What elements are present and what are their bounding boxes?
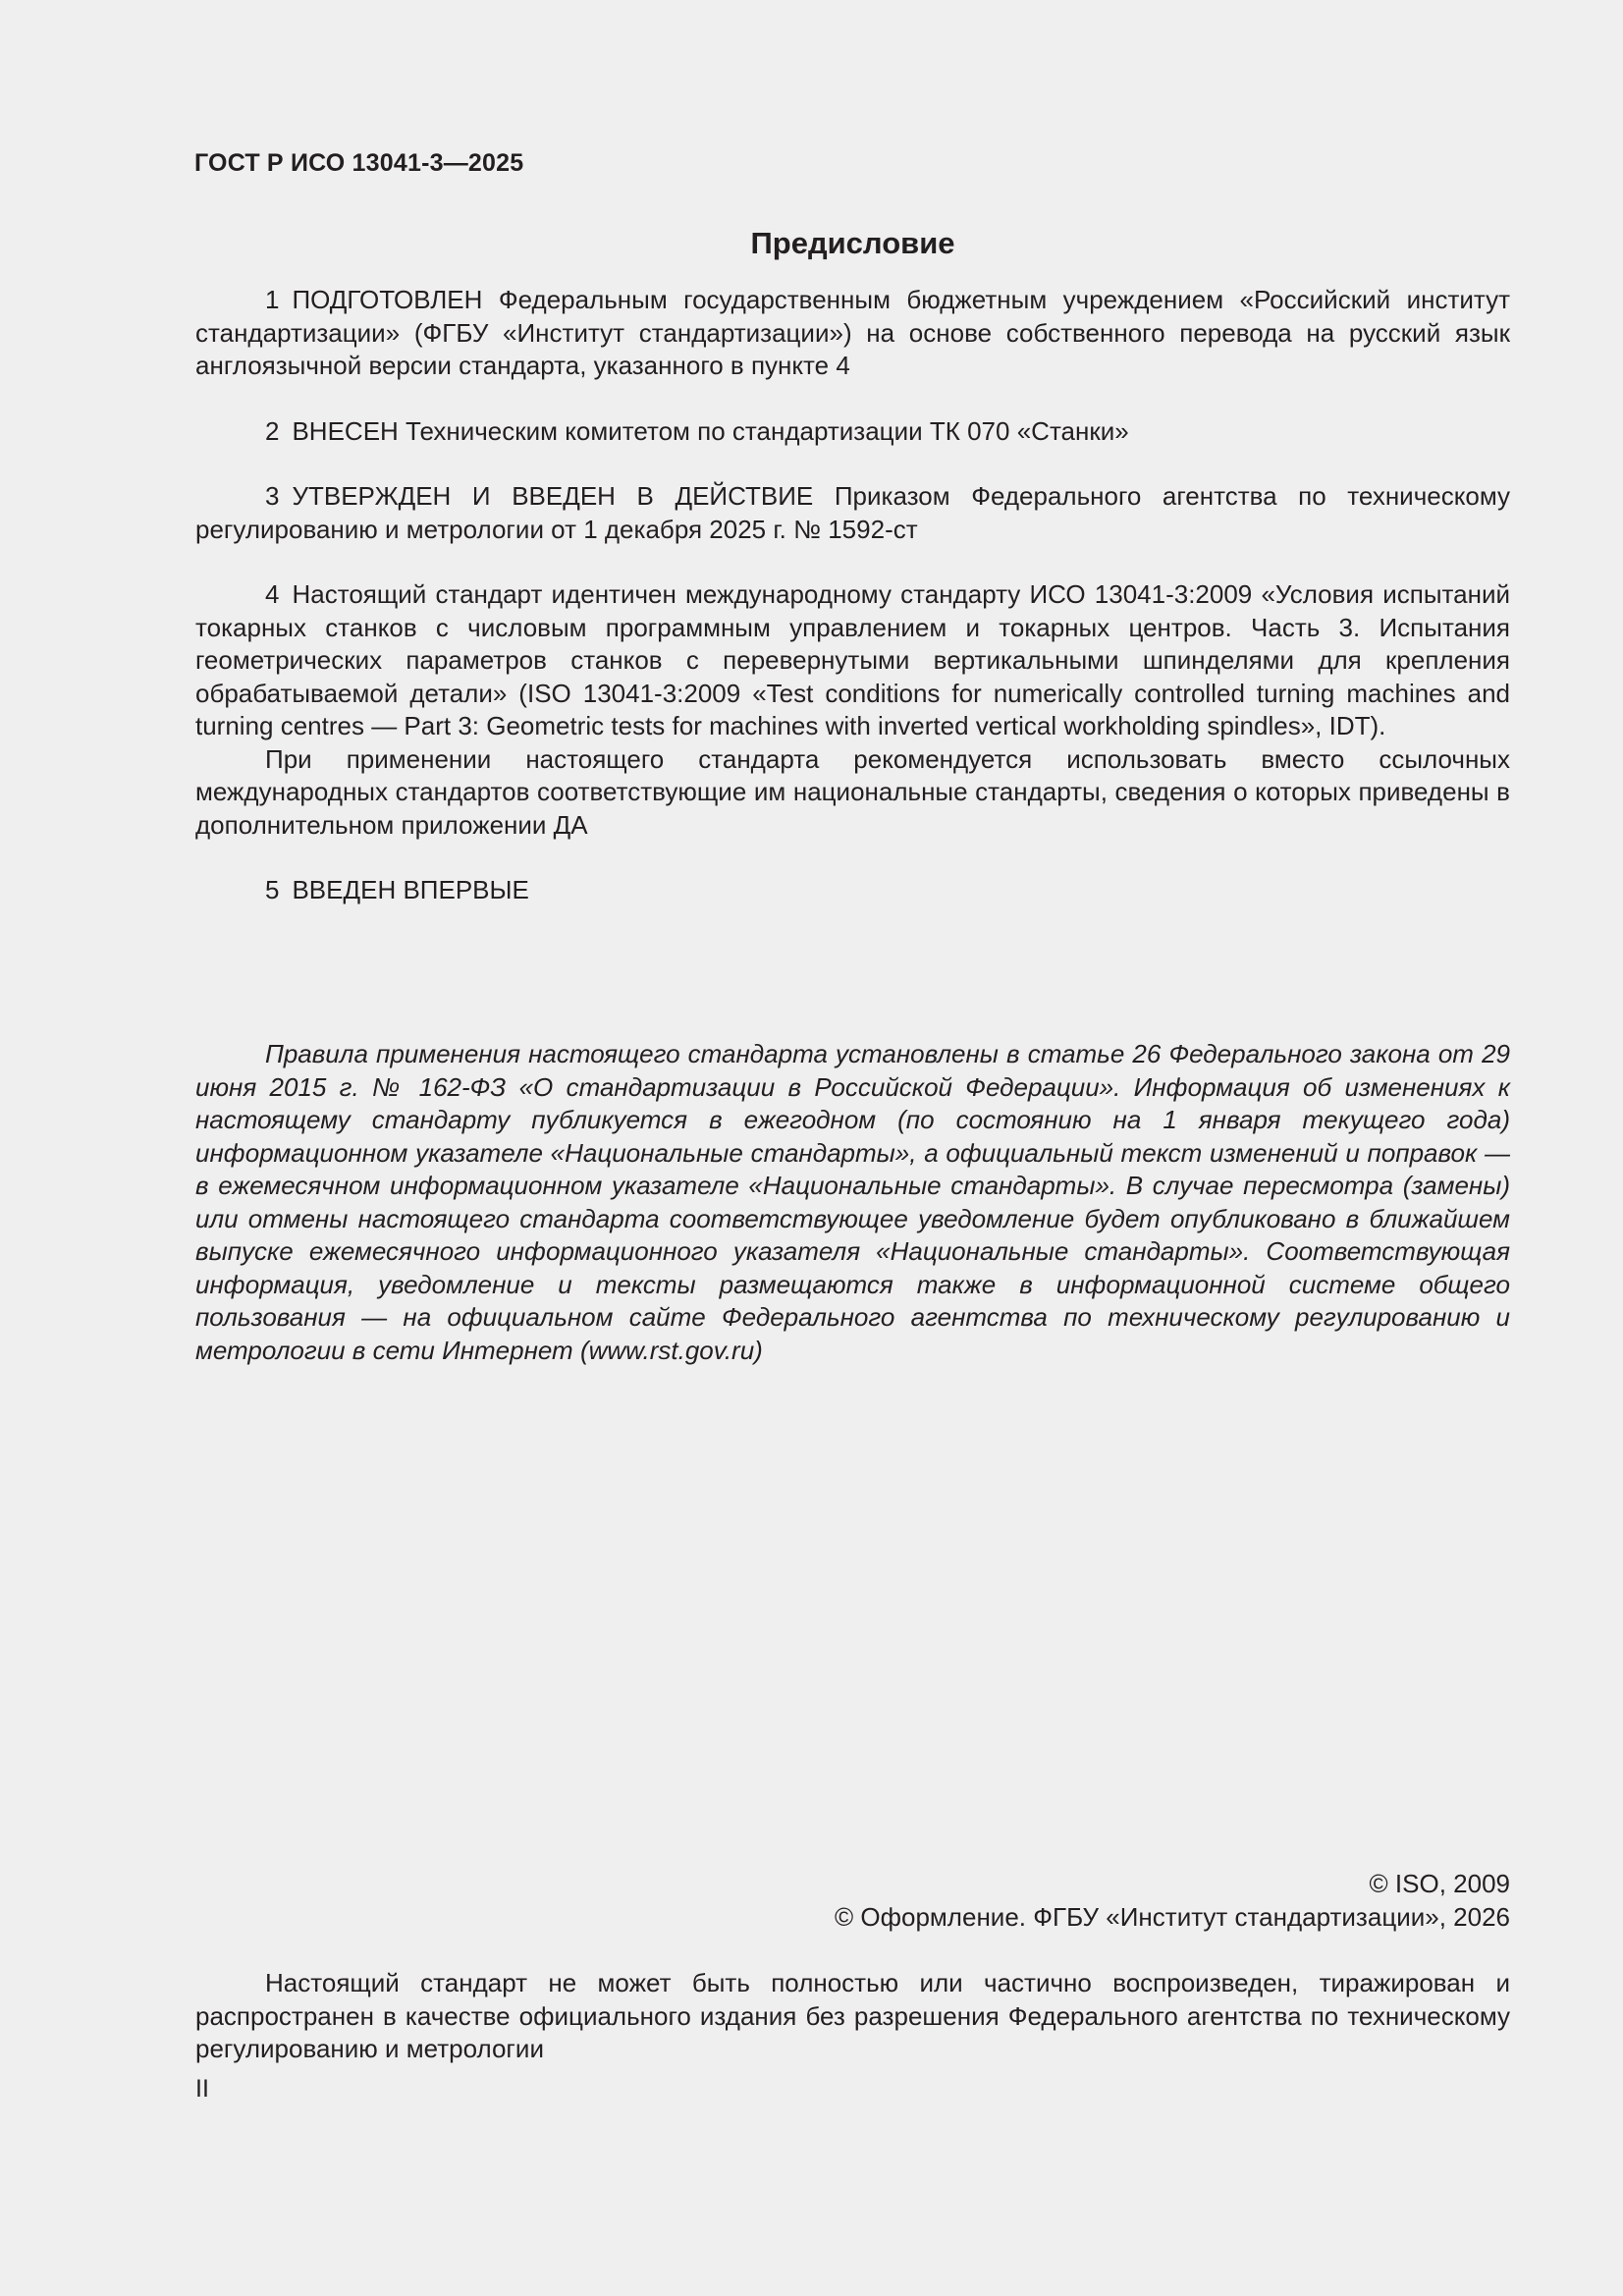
item-number: 1 xyxy=(265,285,280,314)
foreword-item-2 xyxy=(195,415,1510,449)
item-text: УТВЕРЖДЕН И ВВЕДЕН В ДЕЙСТВИЕ Приказом Федерального агентства по техническому регулированию и метрологии от 1 декабря 2025 г. № 1592-ст xyxy=(195,481,1510,544)
foreword-item-4-continuation: При применении настоящего стандарта рекомендуется использовать вместо ссылочных международных стандартов соответствующие им национальные стандарты, сведения о которых приведены в дополнительном приложении ДА xyxy=(195,743,1510,840)
item-number: 2 xyxy=(265,415,280,446)
iso-copyright: © ISO, 2009 xyxy=(1369,1869,1510,1898)
item-text: ПОДГОТОВЛЕН Федеральным государственным бюджетным учреждением «Российский институт стандартизации» (ФГБУ «Институт стандартизации») на основе собственного перевода на русский язык англоязычной версии стандарта, указанного в пункте 4 xyxy=(195,285,1510,380)
foreword-title: Предисловие xyxy=(750,226,955,260)
foreword-section xyxy=(195,220,1510,907)
reproduction-notice: Настоящий стандарт не может быть полностью или частично воспроизведен, тиражирован и распространен в качестве официального издания без разрешения Федерального агентства по техническому регулированию и метрологии xyxy=(195,1968,1510,2063)
page-number: II xyxy=(195,2075,209,2103)
item-number: 5 xyxy=(265,875,280,904)
item-text: Настоящий стандарт идентичен международному стандарту ИСО 13041-3:2009 «Условия испытаний токарных станков с числовым программным управлением и токарных центров. Часть 3. Испытания геометрических параметров станков с перевернутыми вертикальными шпинделями для крепления обрабатываемой детали» (ISO 13041-3:2009 «Test conditions for numerically controlled turning machines and turning centres — Part 3: Geometric tests for machines with inverted vertical workholding spindles», IDT). xyxy=(195,579,1510,740)
application-rules-note: Правила применения настоящего стандарта установлены в статье 26 Федерального закона от 29 июня 2015 г. № 162-ФЗ «О стандартизации в Российской Федерации». Информация об изменениях к настоящему стандарту публикуется в ежегодном (по состоянию на 1 января текущего года) информационном указателе «Национальные стандарты», а официальный текст изменений и поправок — в ежемесячном информационном указателе «Национальные стандарты». В случае пересмотра (замены) или отмены настоящего стандарта соответствующее уведомление будет опубликовано в ближайшем выпуске ежемесячного информационного указателя «Национальные стандарты». Соответствующая информация, уведомление и тексты размещаются также в информационной системе общего пользования — на официальном сайте Федерального агентства по техническому регулированию и метрологии в сети Интернет (www.rst.gov.ru) xyxy=(195,1039,1510,1365)
foreword-item-1 xyxy=(195,284,1510,383)
item-text: ВВЕДЕН ВПЕРВЫЕ xyxy=(292,875,529,904)
copyright-block xyxy=(835,1868,1510,1934)
item-text: ВНЕСЕН Техническим комитетом по стандартизации ТК 070 «Станки» xyxy=(292,415,1129,446)
design-copyright: © Оформление. ФГБУ «Институт стандартизации», 2026 xyxy=(835,1901,1510,1932)
foreword-item-5 xyxy=(195,874,1510,907)
foreword-item-4 xyxy=(195,578,1510,743)
item-number: 4 xyxy=(265,579,280,609)
standard-id-header: ГОСТ Р ИСО 13041-3—2025 xyxy=(194,149,524,177)
foreword-item-3 xyxy=(195,480,1510,546)
item-number: 3 xyxy=(265,481,280,511)
